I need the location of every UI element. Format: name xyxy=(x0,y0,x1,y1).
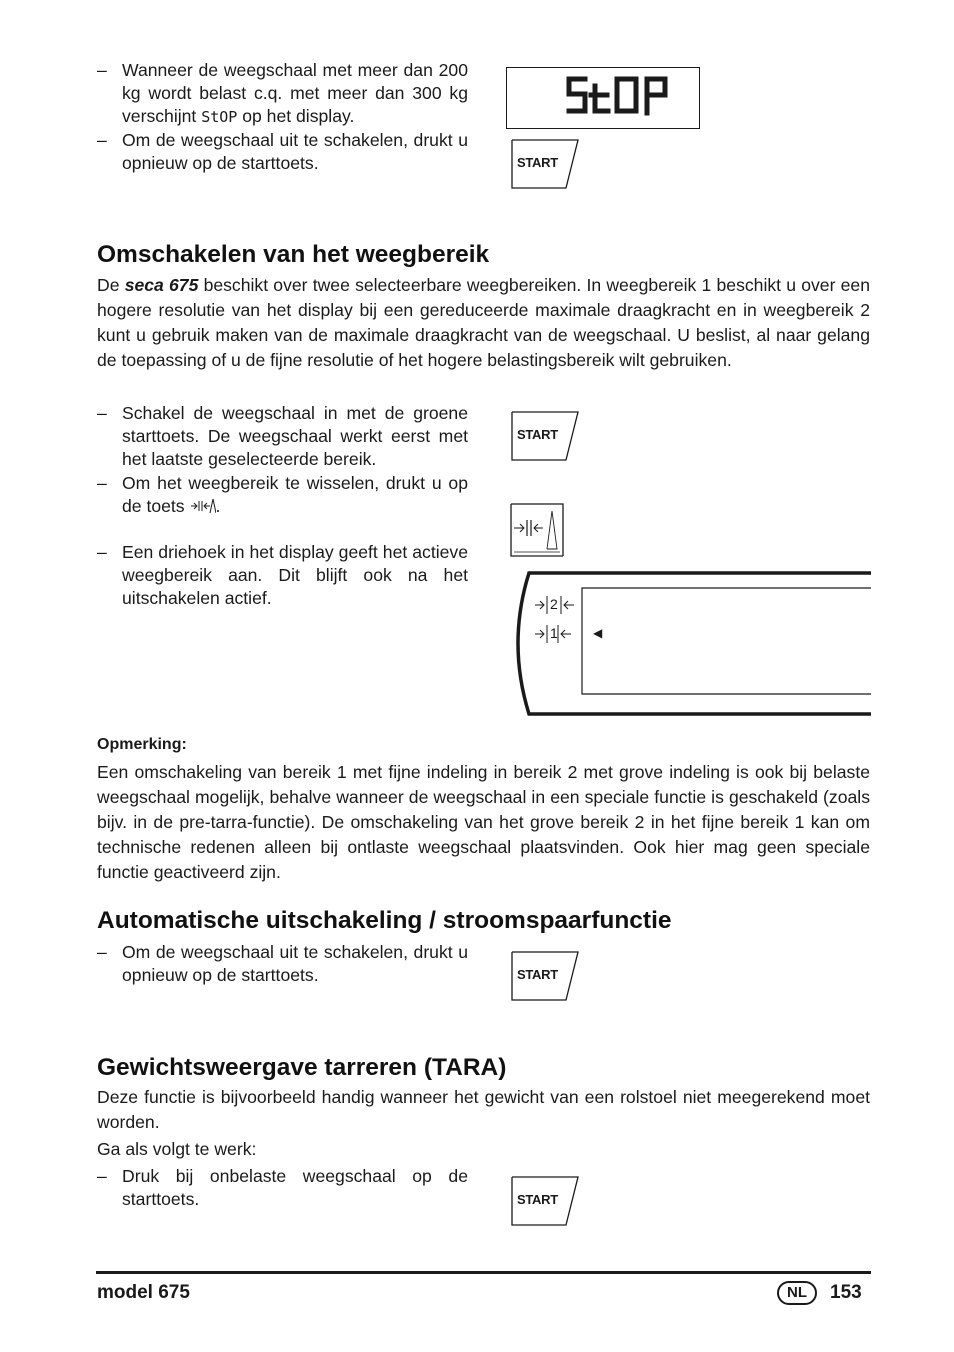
section-title: Gewichtsweergave tarreren (TARA) xyxy=(97,1054,507,1081)
item-text: . xyxy=(215,496,221,516)
section3-step-intro: Ga als volgt te werk: xyxy=(97,1139,257,1159)
list-dash: – xyxy=(97,942,107,962)
display-housing-icon xyxy=(505,571,871,717)
note-text: Een omschakeling van bereik 1 met fijne indeling in bereik 2 met grove indeling is ook bij belaste weegschaal mogelijk, behalve wanneer de weegschaal in een speciale functie is geschakeld (zoals bijv. in de pre-tarra-functie). De omschakeling van het grove bereik 2 in het fijne bereik 1 kan om technische redenen alleen bij ontlaste weegschaal plaatsvinden. Ook hier mag geen speciale functie geactiveerd zijn. xyxy=(97,762,870,882)
section2-list xyxy=(97,941,468,987)
item-text: Om de weegschaal uit te schakelen, drukt u opnieuw op de starttoets. xyxy=(122,942,468,985)
start-button-label: START xyxy=(517,967,558,982)
active-range-triangle-icon: ◀ xyxy=(593,626,603,640)
intro-text: De xyxy=(97,275,125,295)
start-button[interactable] xyxy=(511,951,579,1001)
start-button-label: START xyxy=(517,427,558,442)
item-text: Druk bij onbelaste weegschaal op de starttoets. xyxy=(122,1166,468,1209)
list-item xyxy=(97,472,468,518)
start-button[interactable] xyxy=(511,139,579,189)
item-text: Wanneer de weegschaal met meer dan 200 kg wordt belast c.q. met meer dan 300 kg verschijnt xyxy=(122,60,468,126)
range-2-label: 2 xyxy=(550,596,558,612)
item-text: Een driehoek in het display geeft het actieve weegbereik aan. Dit blijft ook na het uitschakelen actief. xyxy=(122,542,468,608)
language-badge: NL xyxy=(777,1281,817,1305)
start-button-label: START xyxy=(517,155,558,170)
list-item xyxy=(97,59,468,129)
section3-list xyxy=(97,1165,468,1211)
list-item xyxy=(97,129,468,175)
start-button-label: START xyxy=(517,1192,558,1207)
list-item xyxy=(97,402,468,471)
intro-text: beschikt over twee selecteerbare weegbereiken. In weegbereik 1 beschikt u over een hogere resolutie van het display bij een gereduceerde maximale draagkracht en in weegbereik 2 kunt u gebruik maken van de maximale draagkracht van de weegschaal. U beslist, al naar gelang de toepassing of u de fijne resolutie of het hogere belastingsbereik wilt gebruiken. xyxy=(97,275,870,370)
item-text: op het display. xyxy=(237,106,355,126)
range-switch-button[interactable] xyxy=(510,503,564,557)
list-dash: – xyxy=(97,130,107,150)
item-text: Om de weegschaal uit te schakelen, drukt u opnieuw op de starttoets. xyxy=(122,130,468,173)
range-display-panel xyxy=(505,571,871,717)
start-button[interactable] xyxy=(511,411,579,461)
list-dash: – xyxy=(97,1166,107,1186)
note-title: Opmerking: xyxy=(97,736,187,753)
section3-intro: Deze functie is bijvoorbeeld handig wanneer het gewicht van een rolstoel niet meegerekend moet worden. xyxy=(97,1087,870,1132)
footer-model: model 675 xyxy=(97,1282,190,1303)
list-dash: – xyxy=(97,60,107,80)
stop-segment-icon xyxy=(507,68,698,127)
list-dash: – xyxy=(97,473,107,493)
list-dash: – xyxy=(97,403,107,423)
list-dash: – xyxy=(97,542,107,562)
stop-display xyxy=(506,67,700,129)
section1-list xyxy=(97,402,468,610)
list-item xyxy=(97,541,468,610)
item-text: Om het weegbereik te wisselen, drukt u op de toets xyxy=(122,473,468,516)
footer-divider xyxy=(96,1271,871,1274)
start-button[interactable] xyxy=(511,1176,579,1226)
item-text: Schakel de weegschaal in met de groene starttoets. De weegschaal werkt eerst met het laatste geselecteerde bereik. xyxy=(122,403,468,469)
page-number: 153 xyxy=(830,1282,862,1303)
list-item xyxy=(97,1165,468,1211)
range-1-label: 1 xyxy=(550,625,558,641)
list-item xyxy=(97,941,468,987)
stop-code-inline: StOP xyxy=(201,108,238,126)
section1-intro xyxy=(97,273,870,373)
top-instructions xyxy=(97,59,468,175)
model-name: seca 675 xyxy=(124,275,199,295)
range-switch-key-icon xyxy=(510,503,564,557)
section-title: Automatische uitschakeling / stroomspaarfunctie xyxy=(97,907,672,934)
range-switch-icon xyxy=(190,498,216,514)
section-title: Omschakelen van het weegbereik xyxy=(97,241,490,268)
